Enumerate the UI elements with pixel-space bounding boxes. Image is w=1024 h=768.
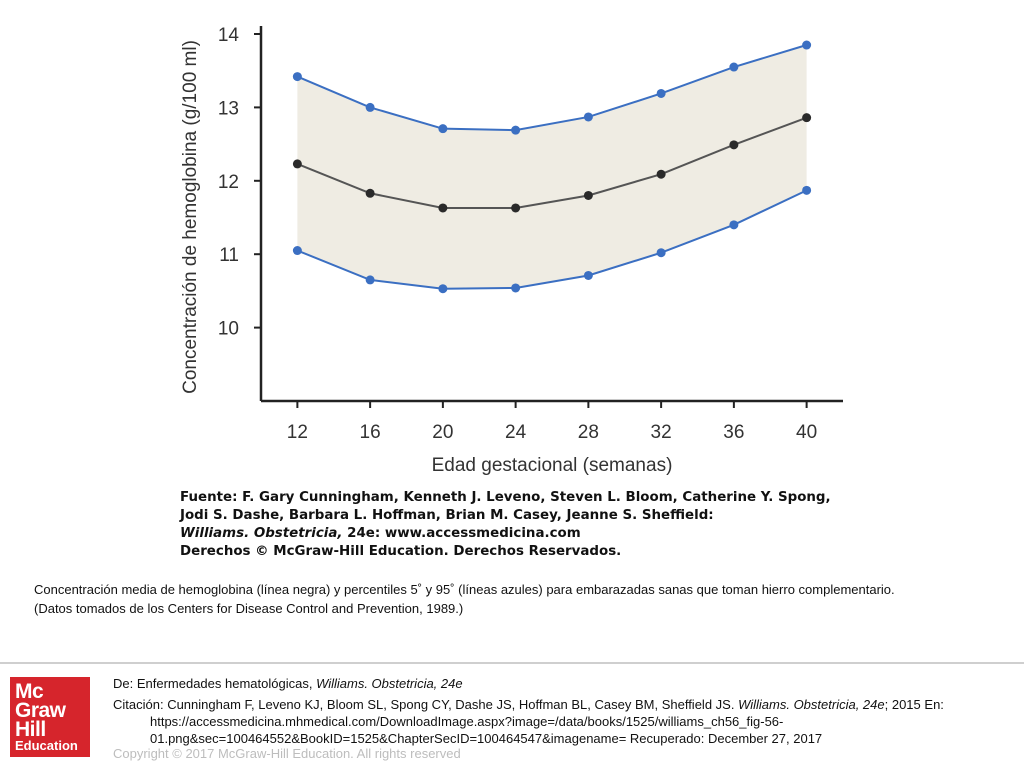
data-point-p5 <box>729 220 738 229</box>
caption-line-2: (Datos tomados de los Centers for Disease Control and Prevention, 1989.) <box>34 601 464 616</box>
data-point-mean <box>511 203 520 212</box>
data-point-p5 <box>511 283 520 292</box>
logo-text-graw: Graw <box>15 699 66 722</box>
y-tick-label: 10 <box>217 318 239 340</box>
source-line-2: Jodi S. Dashe, Barbara L. Hoffman, Brian M. Casey, Jeanne S. Sheffield: <box>180 508 714 523</box>
y-tick-label: 12 <box>217 171 239 193</box>
source-credit <box>180 489 842 561</box>
y-axis-label: Concentración de hemoglobina (g/100 ml) <box>180 40 201 394</box>
x-tick-label: 28 <box>577 422 599 443</box>
data-point-p95 <box>366 103 375 112</box>
x-axis-label: Edad gestacional (semanas) <box>431 455 673 476</box>
chapter-title: Enfermedades hematológicas, <box>133 676 317 691</box>
x-tick-label: 40 <box>796 422 818 443</box>
x-tick-label: 36 <box>723 422 745 443</box>
source-line-3 <box>180 525 842 543</box>
data-point-p5 <box>438 284 447 293</box>
citation-url[interactable]: En: https://accessmedicina.mhmedical.com/DownloadImage.aspx?image=/data/books/1525/williams_ch56_fig-56-01.png&sec=100464552&BookID=1525&ChapterSecID=100464547&imagename= Recuperado: December 27, 2017 <box>150 697 944 746</box>
data-point-p5 <box>293 246 302 255</box>
data-point-p5 <box>802 186 811 195</box>
x-tick-label: 20 <box>432 422 454 443</box>
citation-from <box>113 675 1003 692</box>
citation-book: Williams. Obstetricia, 24e <box>738 697 885 712</box>
data-point-mean <box>657 170 666 179</box>
citation-block <box>113 675 1003 751</box>
x-tick-label: 12 <box>286 422 308 443</box>
x-tick-label: 24 <box>505 422 527 443</box>
logo-text-hill: Hill <box>15 718 46 741</box>
mcgraw-hill-logo <box>10 677 90 757</box>
citation-separator: . <box>730 697 739 712</box>
y-tick-label: 11 <box>219 245 239 267</box>
logo-text-education: Education <box>15 738 78 753</box>
data-point-p95 <box>657 89 666 98</box>
source-line-1: Fuente: F. Gary Cunningham, Kenneth J. Leveno, Steven L. Bloom, Catherine Y. Spong, <box>180 490 831 505</box>
data-point-mean <box>293 159 302 168</box>
source-site: 24e: www.accessmedicina.com <box>342 526 581 541</box>
logo-text-mc: Mc <box>15 680 44 703</box>
data-point-p95 <box>293 72 302 81</box>
data-point-p95 <box>511 126 520 135</box>
figure-caption <box>34 580 1009 618</box>
data-point-mean <box>366 189 375 198</box>
data-point-p95 <box>438 124 447 133</box>
data-point-mean <box>729 140 738 149</box>
caption-line-1: Concentración media de hemoglobina (línea negra) y percentiles 5˚ y 95˚ (líneas azules) para embarazadas sanas que toman hierro complementario. <box>34 582 895 597</box>
x-tick-label: 16 <box>359 422 381 443</box>
data-point-mean <box>802 113 811 122</box>
citation-authors: Cunningham F, Leveno KJ, Bloom SL, Spong CY, Dashe JS, Hoffman BL, Casey BM, Sheffield JS <box>163 697 731 712</box>
data-point-p5 <box>584 271 593 280</box>
data-point-mean <box>438 203 447 212</box>
source-line-4: Derechos © McGraw-Hill Education. Derechos Reservados. <box>180 544 622 559</box>
x-tick-label: 32 <box>650 422 672 443</box>
data-point-p95 <box>802 41 811 50</box>
book-title: Williams. Obstetricia, 24e <box>316 676 463 691</box>
from-label: De: <box>113 676 134 691</box>
data-point-p95 <box>729 63 738 72</box>
citation-year: ; 2015 <box>884 697 921 712</box>
data-point-p5 <box>366 275 375 284</box>
source-book-title: Williams. Obstetricia, <box>180 526 343 541</box>
copyright-notice: Copyright © 2017 McGraw-Hill Education. All rights reserved <box>113 746 461 761</box>
y-tick-label: 13 <box>217 98 239 120</box>
data-point-mean <box>584 191 593 200</box>
y-tick-label: 14 <box>217 25 239 46</box>
citation-label: Citación: <box>113 697 164 712</box>
citation-text <box>113 696 1003 747</box>
data-point-p5 <box>657 248 666 257</box>
footer-divider <box>0 662 1024 664</box>
data-point-p95 <box>584 112 593 121</box>
